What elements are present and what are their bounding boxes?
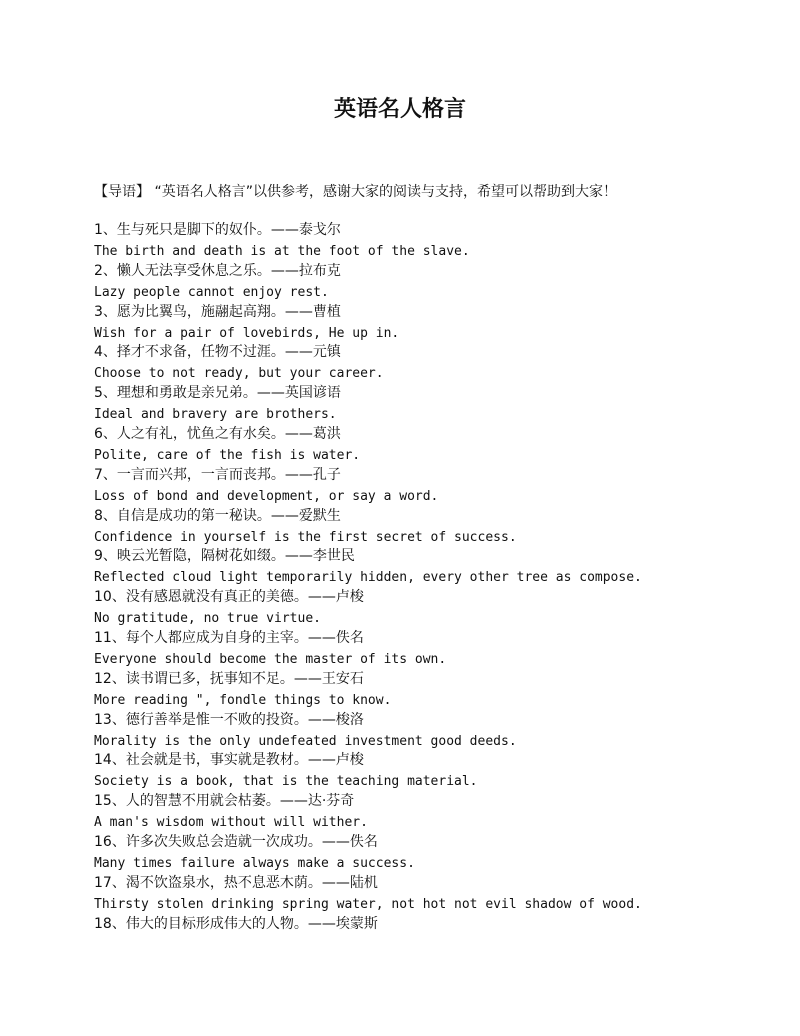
quote-item: [94, 914, 784, 955]
quote-item: [94, 383, 784, 424]
quote-chinese: 7、一言而兴邦，一言而丧邦。——孔子: [94, 466, 341, 483]
quote-english: No gratitude, no true virtue.: [94, 611, 321, 627]
quote-chinese: 9、映云光暂隐，隔树花如缀。——李世民: [94, 548, 355, 565]
quote-item: [94, 465, 784, 506]
quote-item: [94, 424, 784, 465]
quote-chinese: 4、择才不求备，任物不过涯。——元镇: [94, 344, 341, 361]
intro-paragraph: 【导语】 “英语名人格言”以供参考，感谢大家的阅读与支持，希望可以帮助到大家！: [94, 184, 617, 200]
quote-chinese: 15、人的智慧不用就会枯萎。——达·芬奇: [94, 793, 355, 810]
quote-english: Morality is the only undefeated investment good deeds.: [94, 733, 517, 749]
quote-chinese: 18、伟大的目标形成伟大的人物。——埃蒙斯: [94, 915, 378, 932]
quote-english: Confidence in yourself is the first secret of success.: [94, 529, 517, 545]
quote-chinese: 12、读书谓已多，抚事知不足。——王安石: [94, 670, 364, 687]
quote-item: [94, 628, 784, 669]
quote-english: Loss of bond and development, or say a word.: [94, 488, 439, 504]
quote-chinese: 16、许多次失败总会造就一次成功。——佚名: [94, 833, 378, 850]
quote-item: [94, 302, 784, 343]
quote-english: Reflected cloud light temporarily hidden, every other tree as compose.: [94, 570, 642, 586]
quote-item: [94, 791, 784, 832]
quote-chinese: 14、社会就是书，事实就是教材。——卢梭: [94, 752, 364, 769]
quote-item: [94, 832, 784, 873]
quote-item: [94, 342, 784, 383]
quote-chinese: 5、理想和勇敢是亲兄弟。——英国谚语: [94, 385, 341, 402]
quote-chinese: 2、懒人无法享受休息之乐。——拉布克: [94, 262, 341, 279]
quote-chinese: 1、生与死只是脚下的奴仆。——泰戈尔: [94, 222, 341, 238]
quote-chinese: 13、德行善举是惟一不败的投资。——梭洛: [94, 711, 364, 728]
quote-item: [94, 587, 784, 628]
quote-item: [94, 750, 784, 791]
quote-item: [94, 669, 784, 710]
quote-chinese: 10、没有感恩就没有真正的美德。——卢梭: [94, 589, 364, 606]
quote-item: [94, 261, 784, 302]
quote-item: [94, 506, 784, 547]
quote-chinese: 6、人之有礼，忧鱼之有水矣。——葛洪: [94, 425, 341, 442]
quote-english: Many times failure always make a success.: [94, 855, 415, 871]
quote-english: Choose to not ready, but your career.: [94, 366, 384, 382]
quote-english: Lazy people cannot enjoy rest.: [94, 284, 329, 300]
quote-chinese: 17、渴不饮盗泉水，热不息恶木荫。——陆机: [94, 874, 378, 891]
quote-english: A man's wisdom without will wither.: [94, 815, 368, 831]
quote-item: [94, 546, 784, 587]
quote-english: Polite, care of the fish is water.: [94, 447, 361, 463]
quote-chinese: 3、愿为比翼鸟，施翮起高翔。——曹植: [94, 303, 341, 320]
quote-english: The birth and death is at the foot of the slave.: [94, 244, 470, 259]
quote-chinese: 8、自信是成功的第一秘诀。——爱默生: [94, 507, 341, 524]
quote-item: [94, 710, 784, 751]
quote-english: More reading ", fondle things to know.: [94, 692, 392, 708]
quote-item: [94, 220, 784, 261]
page-title: 英语名人格言: [333, 96, 466, 122]
quote-chinese: 11、每个人都应成为自身的主宰。——佚名: [94, 629, 364, 646]
quote-list: [94, 220, 784, 954]
quote-english: Ideal and bravery are brothers.: [94, 407, 337, 423]
quote-english: Thirsty stolen drinking spring water, not hot not evil shadow of wood.: [94, 896, 642, 912]
quote-item: [94, 873, 784, 914]
quote-english: Everyone should become the master of its own.: [94, 651, 447, 667]
quote-english: Wish for a pair of lovebirds, He up in.: [94, 325, 400, 341]
quote-english: Society is a book, that is the teaching material.: [94, 774, 478, 790]
